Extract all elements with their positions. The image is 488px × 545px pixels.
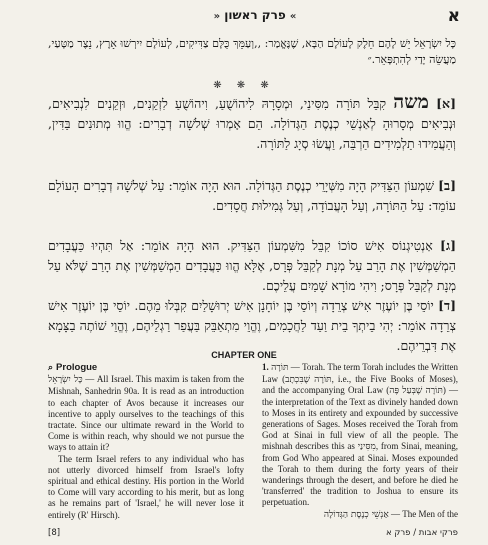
- divider-stars: ❋ ❋ ❋: [213, 80, 275, 91]
- mishnah-number: [א]: [436, 96, 456, 111]
- mishnah-number: [ג]: [440, 238, 456, 253]
- mishnah-number: [ב]: [438, 178, 456, 193]
- ornament-right-icon: »: [289, 11, 297, 22]
- mishnah-text: אַנְטִיגְנוֹס אִישׁ סוֹכוֹ קִבֵּל מִשִּׁמְעוֹן הַצַּדִּיק. הוּא הָיָה אוֹמֵר: אַל תִּהְיוּ כַּעֲבָדִים הַמְשַׁמְּשִׁין אֶת הָרַב עַל מְנָת לְקַבֵּל פְּרָס, אֶלָּא הֱווּ כַּעֲבָדִים הַמְשַׁמְּשִׁין אֶת הָרַב שֶׁלֹּא עַל מְנָת לְקַבֵּל פְּרָס; וִיהִי מוֹרָא שָׁמַיִם עֲלֵיכֶם.: [48, 238, 456, 293]
- prologue-heading-text: Prologue: [56, 362, 98, 373]
- chapter-banner-text: פרק ראשון: [224, 8, 286, 22]
- commentary-paragraph: [48, 454, 244, 521]
- hebrew-lemma: תּוֹרָה: [271, 363, 289, 373]
- mishnah-2: [48, 176, 456, 216]
- chapter-banner: [180, 8, 330, 22]
- mishnah-1: [48, 92, 456, 154]
- commentary-number: 1.: [262, 362, 269, 372]
- commentary-paragraph: [262, 362, 458, 509]
- mishnah-4: [48, 296, 456, 356]
- chapter-title: CHAPTER ONE: [211, 350, 277, 360]
- commentary-text: — Torah. The term Torah includes the Written Law (תּוֹרָה שֶׁבִּכְתָב, i.e., the Five Books of Moses), and the accompanying Oral Law (תּוֹרָה שֶׁבְּעַל פֶּה) — the interpretation of the Text as divinely handed down to Moses in its entirety and expounded by successive generations of Sages. Moses received the Torah from God at Sinai in full view of all the people. The mishnah describes this as מִסִּינַי, from Sinai, meaning, from God Who appeared at Sinai. Moses expounded the Torah to them during the forty years of their wanderings through the desert, and before he died he 'transferred' the tradition to Joshua to ensure its perpetuation.: [262, 362, 458, 508]
- mishnah-lead-word: משה: [393, 91, 429, 113]
- mishnah-3: [48, 236, 456, 296]
- running-title: פרקי אבות / פרק א: [385, 528, 458, 538]
- commentary-text: — All Israel. This maxim is taken from the Mishnah, Sanhedrin 90a. It is read as an introduction to each chapter of Avos because it increases our incentive to apply ourselves to the teachings of this tractate. Since our ultimate reward in the World to Come is within reach, why should we not pursue the ways to attain it?: [48, 374, 245, 453]
- mishnah-text: קִבֵּל תּוֹרָה מִסִּינַי, וּמְסָרָהּ לִיהוֹשֻׁעַ, וִיהוֹשֻׁעַ לִזְקֵנִים, וּזְקֵנִים לִנְבִיאִים, וּנְבִיאִים מְסָרוּהָ לְאַנְשֵׁי כְנֶסֶת הַגְּדוֹלָה. הֵם אָמְרוּ שְׁלשָׁה דְבָרִים: הֱווּ מְתוּנִים בַּדִּין, וְהַעֲמִידוּ תַלְמִידִים הַרְבֵּה, וַעֲשׂוּ סְיָג לַתּוֹרָה.: [48, 96, 456, 151]
- commentary-paragraph: [262, 509, 458, 521]
- commentary-text: The term Israel refers to any individual who has not utterly divorced himself from Israel's lofty spiritual and ethical destiny. His portion in the World to Come will vary according to his merit, but as long as he remains part of 'Israel,' he will never lose it entirely (R' Hirsch).: [48, 453, 244, 520]
- commentary-text: — The Men of the: [388, 508, 458, 519]
- mishnah-text: שִׁמְעוֹן הַצַּדִּיק הָיָה מִשְּׁיָרֵי כְנֶסֶת הַגְּדוֹלָה. הוּא הָיָה אוֹמֵר: עַל שְׁלשָׁה דְבָרִים הָעוֹלָם עוֹמֵד: עַל הַתּוֹרָה, וְעַל הָעֲבוֹדָה, וְעַל גְּמִילוּת חֲסָדִים.: [48, 178, 456, 213]
- page-footer: [48, 528, 458, 540]
- commentary-paragraph: [48, 374, 244, 453]
- hebrew-lemma: אַנְשֵׁי כְנֶסֶת הַגְּדוֹלָה: [323, 509, 389, 520]
- page-header: [40, 8, 460, 28]
- prologue-heading: [48, 362, 244, 373]
- page-number: [8]: [48, 528, 61, 538]
- mishnah-number: [ד]: [438, 298, 456, 313]
- commentary-right-column: [262, 362, 458, 521]
- commentary-left-column: [48, 362, 244, 521]
- section-marker-icon: ⌕: [48, 362, 54, 372]
- hebrew-lemma: כָּל יִשְׂרָאֵל: [48, 375, 83, 386]
- ornament-left-icon: «: [213, 11, 221, 22]
- intro-passage: כָּל יִשְׂרָאֵל יֵשׁ לָהֶם חֵלֶק לָעוֹלָם הַבָּא, שֶׁנֶּאֱמַר: ,,וְעַמֵּךְ כֻּלָּם צַדִּיקִים, לְעוֹלָם יִירְשׁוּ אָרֶץ, נֵצֶר מַטָּעַי, מַעֲשֵׂה יָדַי לְהִתְפָּאֵר.״: [48, 37, 456, 66]
- chapter-letter: א: [447, 6, 460, 26]
- mishnah-text: יוֹסֵי בֶּן יוֹעֶזֶר אִישׁ צְרֵדָה וְיוֹסֵי בֶּן יוֹחָנָן אִישׁ יְרוּשָׁלַיִם קִבְּלוּ מֵהֶם. יוֹסֵי בֶּן יוֹעֶזֶר אִישׁ צְרֵדָה אוֹמֵר: יְהִי בֵיתְךָ בֵית וַעַד לַחֲכָמִים, וֶהֱוֵי מִתְאַבֵּק בַּעֲפַר רַגְלֵיהֶם, וֶהֱוֵי שׁוֹתֶה בַצָּמָא אֶת דִּבְרֵיהֶם.: [48, 298, 456, 353]
